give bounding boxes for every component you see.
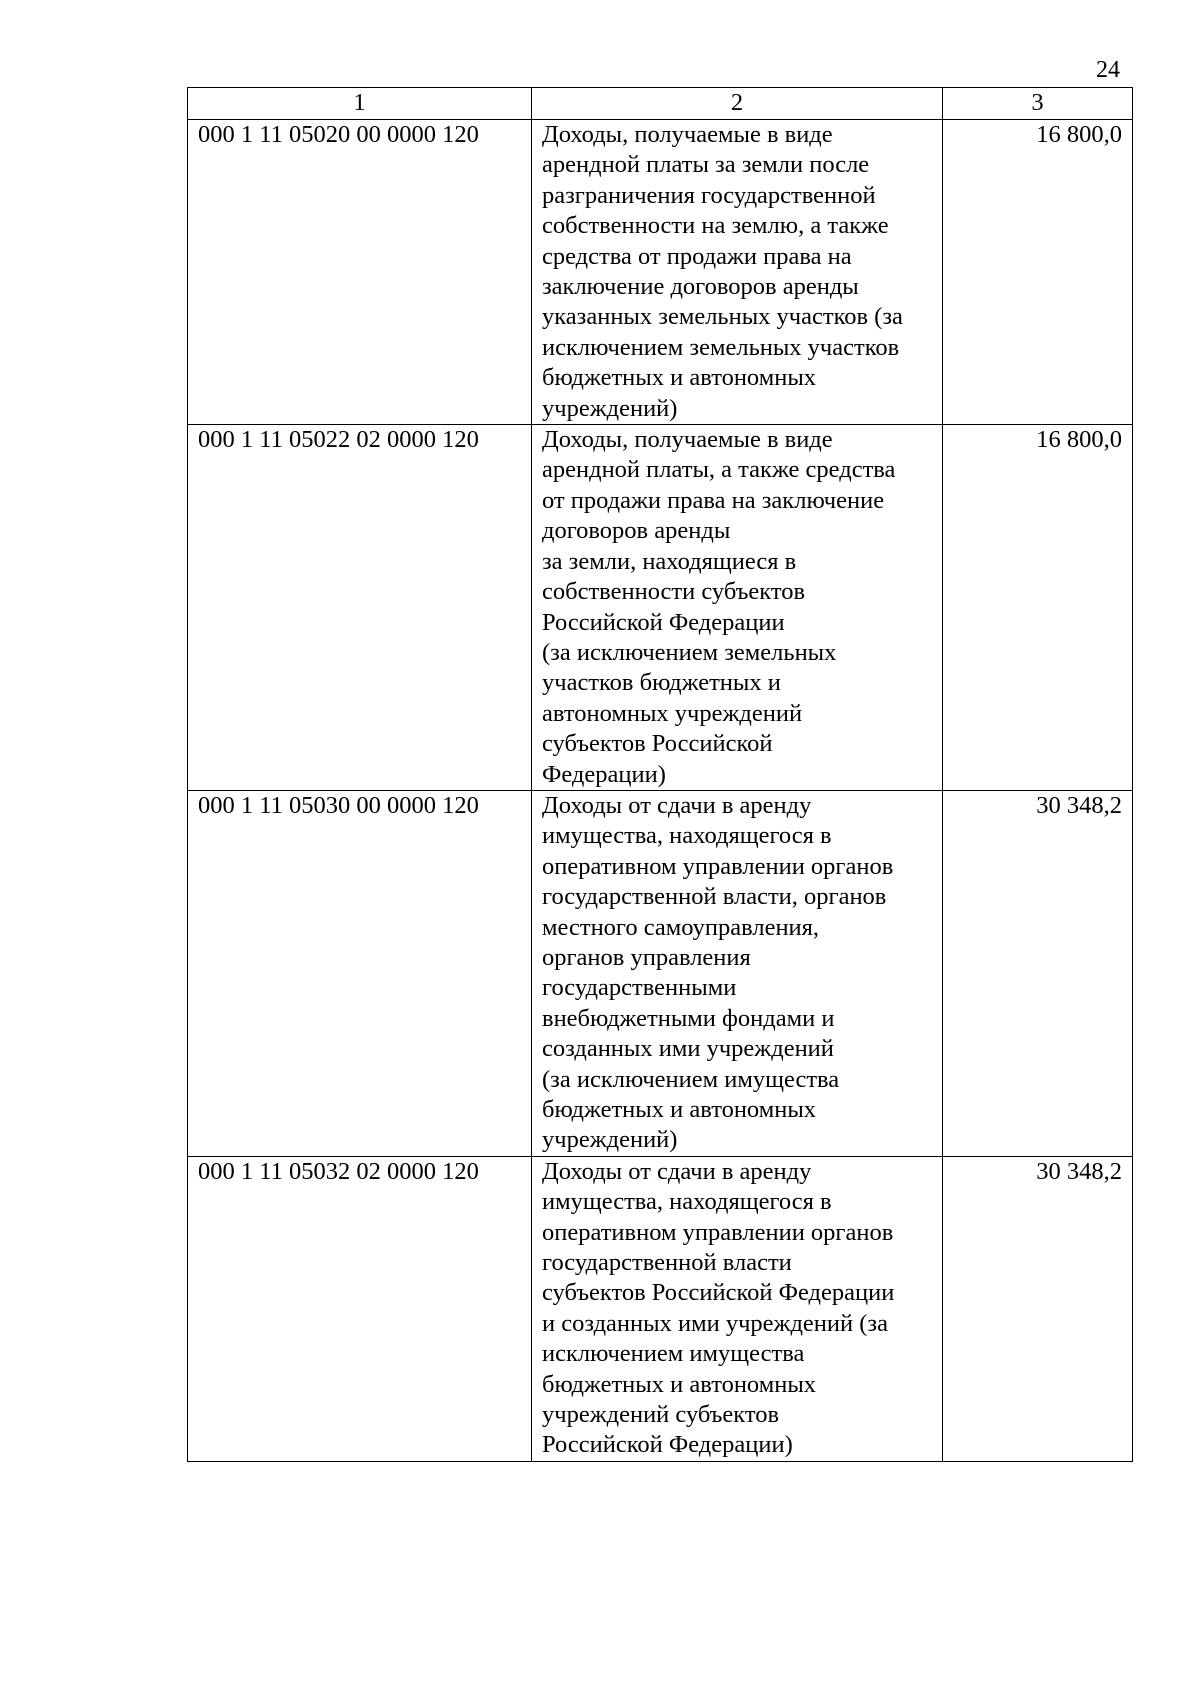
code-cell (188, 425, 532, 791)
table-row (188, 425, 1133, 791)
description-line: имущества, находящегося в (542, 1188, 832, 1216)
description-line: учреждений субъектов (542, 1401, 780, 1429)
description-line: разграничения государственной (542, 181, 876, 209)
description-line: указанных земельных участков (за (542, 303, 903, 331)
description-line: учреждений) (542, 1126, 678, 1154)
description-line: арендной платы, а также средства (542, 456, 896, 484)
description-line: внебюджетными фондами и (542, 1004, 835, 1032)
description-line: Доходы, получаемые в виде (542, 121, 833, 148)
description-line: созданных ими учреждений (542, 1035, 834, 1063)
description-line: оперативном управлении органов (542, 1218, 894, 1246)
description-line: Доходы от сдачи в аренду (542, 1157, 812, 1185)
income-description (532, 120, 942, 424)
description-line: собственности на землю, а также (542, 212, 889, 240)
description-line: автономных учреждений (542, 699, 803, 727)
table-row (188, 790, 1133, 1156)
description-line: государственными (542, 974, 737, 1002)
description-line: учреждений) (542, 394, 678, 422)
description-line: органов управления (542, 943, 751, 971)
description-cell (532, 790, 943, 1156)
income-code: 000 1 11 05020 00 0000 120 (198, 121, 479, 148)
header-col-1: 1 (188, 88, 532, 120)
description-cell (532, 120, 943, 425)
description-line: заключение договоров аренды (542, 273, 859, 301)
description-line: исключением земельных участков (542, 333, 900, 361)
description-line: собственности субъектов (542, 578, 806, 606)
description-line: Российской Федерации (542, 608, 785, 636)
amount-cell (943, 790, 1133, 1156)
description-line: (за исключением имущества (542, 1065, 840, 1093)
description-cell (532, 425, 943, 791)
description-cell (532, 1156, 943, 1461)
table-header-row (188, 88, 1133, 120)
description-line: государственной власти, органов (542, 883, 887, 911)
code-cell (188, 1156, 532, 1461)
description-line: бюджетных и автономных (542, 1096, 817, 1123)
income-description (532, 425, 942, 790)
income-table (187, 87, 1133, 1462)
income-description (532, 791, 942, 1156)
description-line: имущества, находящегося в (542, 822, 832, 850)
description-line: местного самоуправления, (542, 913, 820, 941)
description-line: от продажи права на заключение (542, 486, 885, 514)
description-line: и созданных ими учреждений (за (542, 1309, 888, 1337)
amount-cell (943, 425, 1133, 791)
description-line: государственной власти (542, 1249, 792, 1277)
description-line: Доходы от сдачи в аренду (542, 791, 812, 819)
table-row (188, 120, 1133, 425)
description-line: Федерации) (542, 760, 666, 788)
header-col-3: 3 (943, 88, 1133, 120)
income-code: 000 1 11 05030 00 0000 120 (198, 791, 479, 819)
income-code: 000 1 11 05032 02 0000 120 (198, 1157, 479, 1185)
table-row (188, 1156, 1133, 1461)
description-line: субъектов Российской Федерации (542, 1279, 895, 1307)
code-cell (188, 790, 532, 1156)
amount-cell (943, 1156, 1133, 1461)
header-col-2: 2 (532, 88, 943, 120)
description-line: исключением имущества (542, 1340, 805, 1368)
description-line: договоров аренды (542, 517, 731, 545)
description-line: бюджетных и автономных (542, 1370, 817, 1398)
income-amount: 16 800,0 (1036, 121, 1122, 148)
income-description (532, 1157, 942, 1461)
description-line: оперативном управлении органов (542, 852, 894, 880)
description-line: (за исключением земельных (542, 638, 837, 666)
amount-cell (943, 120, 1133, 425)
income-amount: 30 348,2 (1036, 791, 1122, 819)
description-line: субъектов Российской (542, 730, 773, 758)
description-line: участков бюджетных и (542, 669, 781, 697)
income-amount: 16 800,0 (1036, 426, 1122, 454)
description-line: Доходы, получаемые в виде (542, 426, 833, 454)
description-line: Российской Федерации) (542, 1431, 793, 1459)
code-cell (188, 120, 532, 425)
description-line: средства от продажи права на (542, 242, 852, 270)
page-number: 24 (1096, 57, 1120, 83)
description-line: арендной платы за земли после (542, 151, 870, 179)
income-amount: 30 348,2 (1036, 1157, 1122, 1185)
income-code: 000 1 11 05022 02 0000 120 (198, 426, 479, 454)
description-line: за земли, находящиеся в (542, 547, 797, 575)
description-line: бюджетных и автономных (542, 364, 817, 392)
